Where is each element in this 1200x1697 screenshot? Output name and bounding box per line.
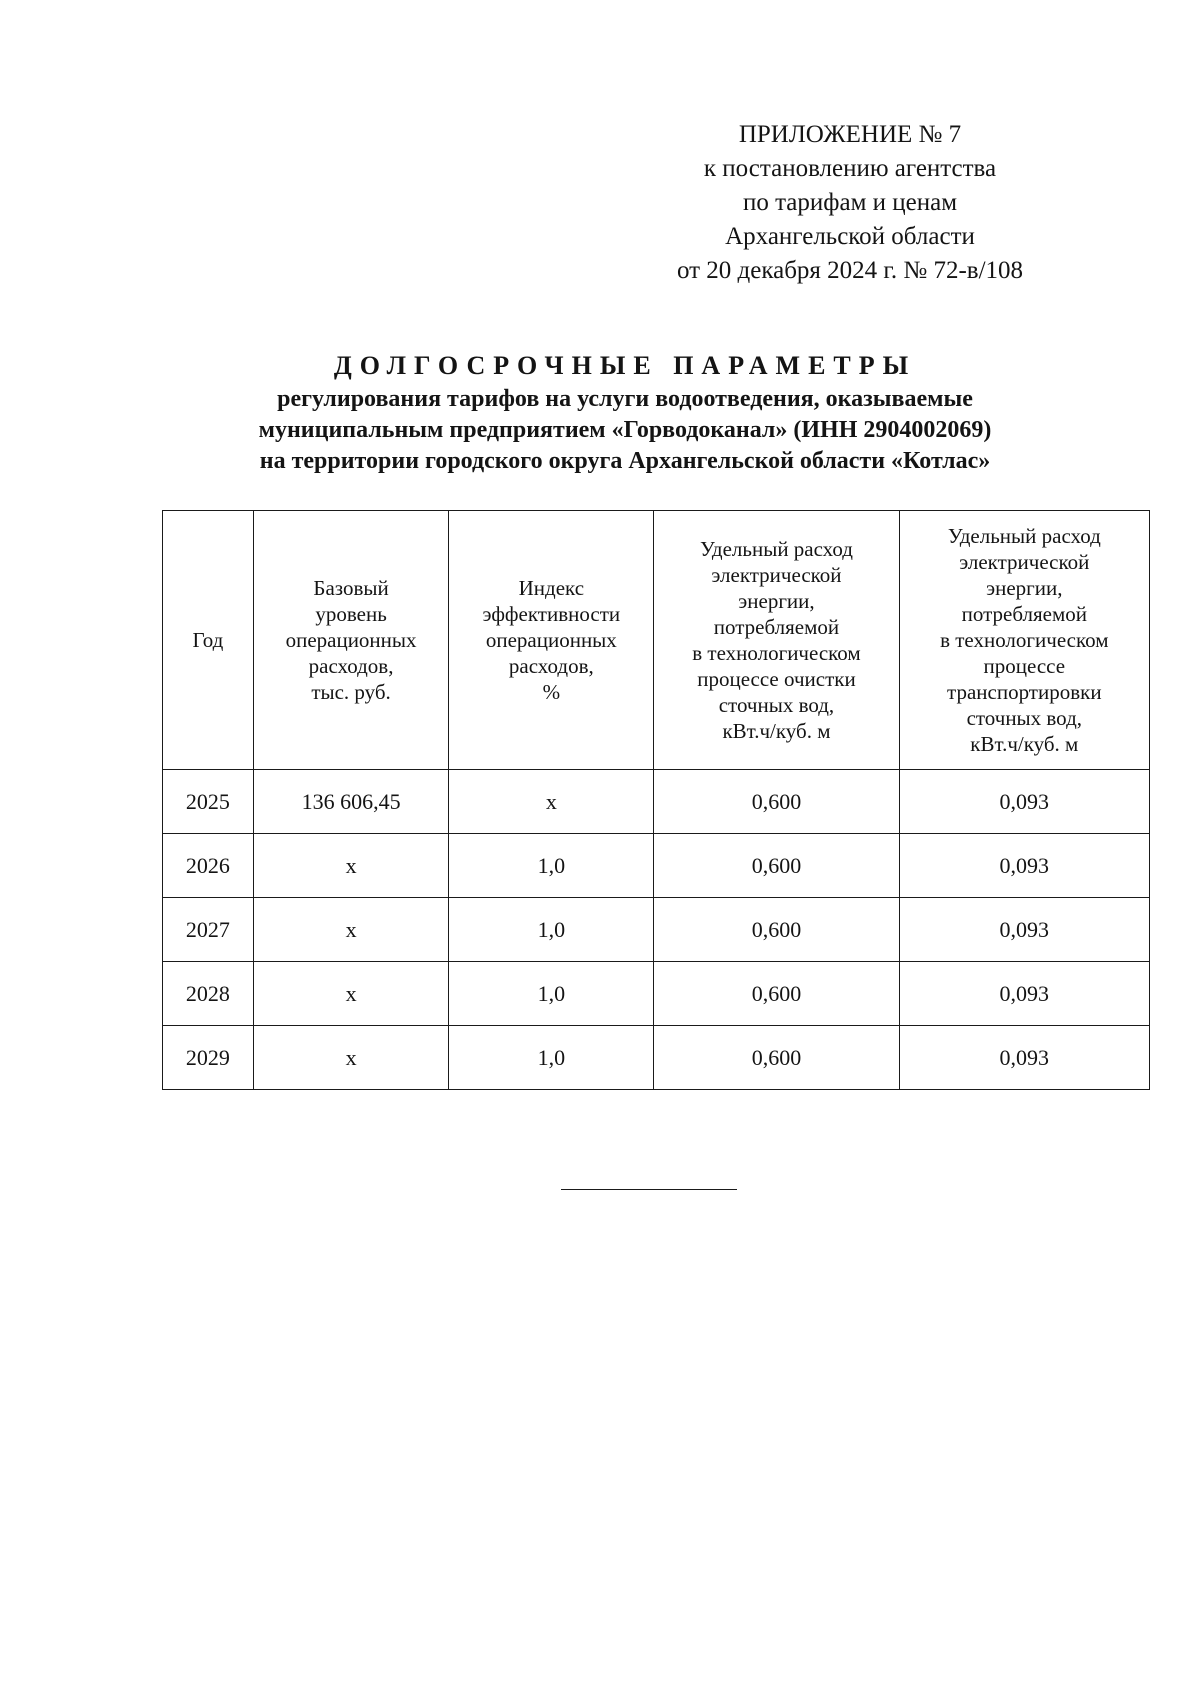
- cell-efficiency-index: 1,0: [449, 834, 654, 898]
- table-row: [163, 834, 1150, 898]
- header-energy-transport: Удельный расход электрической энергии, потребляемой в технологическом процессе транспортировки сточных вод, кВт.ч/куб. м: [899, 511, 1149, 770]
- appendix-line: к постановлению агентства: [703, 155, 997, 182]
- appendix-line: по тарифам и ценам: [742, 189, 958, 216]
- parameters-table: [162, 510, 1150, 1090]
- table-header-row: [163, 511, 1150, 770]
- cell-year: 2026: [163, 834, 254, 898]
- cell-base-level: х: [253, 834, 449, 898]
- document-subtitle-line: регулирования тарифов на услуги водоотведения, оказываемые: [277, 386, 973, 412]
- cell-energy-cleaning: 0,600: [654, 962, 899, 1026]
- header-year: Год: [163, 511, 254, 770]
- cell-base-level: х: [253, 1026, 449, 1090]
- appendix-line: Архангельской области: [725, 223, 975, 250]
- cell-energy-transport: 0,093: [899, 834, 1149, 898]
- document-title-block: [160, 348, 1090, 477]
- document-subtitle-line: на территории городского округа Архангельской области «Котлас»: [259, 448, 991, 474]
- cell-efficiency-index: 1,0: [449, 962, 654, 1026]
- appendix-number: ПРИЛОЖЕНИЕ № 7: [738, 121, 962, 148]
- cell-year: 2027: [163, 898, 254, 962]
- cell-energy-transport: 0,093: [899, 1026, 1149, 1090]
- cell-base-level: х: [253, 962, 449, 1026]
- cell-year: 2029: [163, 1026, 254, 1090]
- cell-efficiency-index: 1,0: [449, 898, 654, 962]
- document-title: ДОЛГОСРОЧНЫЕ ПАРАМЕТРЫ: [333, 351, 917, 380]
- appendix-decree-date: от 20 декабря 2024 г. № 72-в/108: [676, 257, 1024, 284]
- header-base-level: Базовый уровень операционных расходов, тыс. руб.: [253, 511, 449, 770]
- appendix-block: [640, 118, 1060, 288]
- cell-energy-transport: 0,093: [899, 962, 1149, 1026]
- header-efficiency-index: Индекс эффективности операционных расходов, %: [449, 511, 654, 770]
- cell-base-level: х: [253, 898, 449, 962]
- document-subtitle-line: муниципальным предприятием «Горводоканал» (ИНН 2904002069): [258, 417, 992, 443]
- cell-energy-cleaning: 0,600: [654, 834, 899, 898]
- header-energy-cleaning: Удельный расход электрической энергии, потребляемой в технологическом процессе очистки сточных вод, кВт.ч/куб. м: [654, 511, 899, 770]
- cell-base-level: 136 606,45: [253, 770, 449, 834]
- cell-energy-transport: 0,093: [899, 770, 1149, 834]
- cell-energy-cleaning: 0,600: [654, 898, 899, 962]
- cell-year: 2025: [163, 770, 254, 834]
- cell-energy-transport: 0,093: [899, 898, 1149, 962]
- closing-divider: [561, 1189, 737, 1190]
- table-row: [163, 770, 1150, 834]
- cell-efficiency-index: 1,0: [449, 1026, 654, 1090]
- cell-energy-cleaning: 0,600: [654, 1026, 899, 1090]
- table-row: [163, 898, 1150, 962]
- cell-year: 2028: [163, 962, 254, 1026]
- cell-energy-cleaning: 0,600: [654, 770, 899, 834]
- table-row: [163, 1026, 1150, 1090]
- cell-efficiency-index: х: [449, 770, 654, 834]
- table-row: [163, 962, 1150, 1026]
